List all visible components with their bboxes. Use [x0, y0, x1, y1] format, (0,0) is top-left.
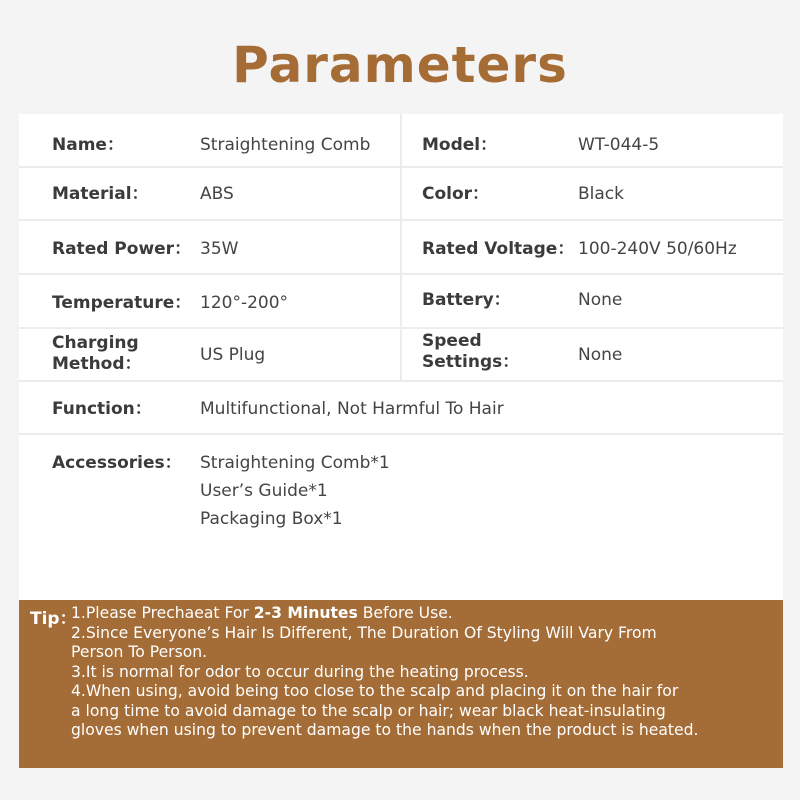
tip-line-3: 3.It is normal for odor to occur during the heating process. [71, 662, 529, 681]
list-item: Packaging Box*1 [200, 509, 343, 529]
material-value: ABS [200, 184, 234, 204]
row-power-voltage [19, 221, 783, 275]
row-name-model [19, 114, 783, 168]
tip-label: Tip： [30, 609, 77, 629]
rated-voltage-value: 100-240V 50/60Hz [578, 239, 737, 259]
function-value: Multifunctional, Not Harmful To Hair [200, 399, 504, 419]
tip-line-2a: 2.Since Everyone’s Hair Is Different, The Duration Of Styling Will Vary From [71, 623, 657, 642]
name-value: Straightening Comb [200, 135, 371, 155]
charging-method-label-line2: Method： [52, 354, 142, 374]
list-item: User’s Guide*1 [200, 481, 328, 501]
speed-settings-value: None [578, 345, 623, 365]
page-title: Parameters [232, 36, 568, 94]
battery-label: Battery： [422, 290, 511, 310]
temperature-value: 120°-200° [200, 293, 289, 313]
temperature-label: Temperature： [52, 293, 192, 313]
color-value: Black [578, 184, 624, 204]
column-divider [400, 275, 402, 327]
list-item: Straightening Comb*1 [200, 453, 390, 473]
tip-line-4c: gloves when using to prevent damage to the hands when the product is heated. [71, 721, 699, 739]
tip-line-1 [71, 604, 771, 624]
row-accessories [19, 435, 783, 600]
rated-power-value: 35W [200, 239, 239, 259]
speed-settings-label-line1: Speed [422, 331, 482, 351]
name-label: Name： [52, 135, 124, 155]
row-charging-speed [19, 329, 783, 382]
tip-line-1-emphasis: 2-3 Minutes [253, 604, 358, 622]
rated-power-label: Rated Power： [52, 239, 192, 259]
accessories-list [200, 449, 390, 533]
model-label: Model： [422, 135, 498, 155]
tip-line-1-text: 1.Please Prechaeat For [71, 604, 254, 622]
tip-line-4a: 4.When using, avoid being too close to the scalp and placing it on the hair for [71, 682, 679, 700]
model-value: WT-044-5 [578, 135, 660, 155]
charging-method-label [52, 333, 142, 375]
column-divider [400, 168, 402, 219]
accessories-label: Accessories： [52, 453, 182, 473]
charging-method-value: US Plug [200, 345, 266, 365]
parameters-table [19, 114, 783, 600]
speed-settings-label-line2: Settings： [422, 352, 520, 372]
color-label: Color： [422, 184, 490, 204]
battery-value: None [578, 290, 623, 310]
tip-text [71, 604, 771, 741]
column-divider [400, 221, 402, 273]
charging-method-label-line1: Charging [52, 333, 139, 353]
tip-box [19, 600, 783, 768]
material-label: Material： [52, 184, 149, 204]
row-temperature-battery [19, 275, 783, 329]
row-function [19, 382, 783, 435]
column-divider [400, 114, 402, 166]
tip-line-4b: a long time to avoid damage to the scalp or hair; wear black heat-insulating [71, 701, 666, 720]
function-label: Function： [52, 399, 152, 419]
rated-voltage-label: Rated Voltage： [422, 239, 575, 259]
column-divider [400, 329, 402, 380]
tip-line-1-suffix: Before Use. [357, 604, 453, 622]
speed-settings-label [422, 331, 519, 373]
tip-line-2b: Person To Person. [71, 643, 208, 661]
row-material-color [19, 168, 783, 221]
